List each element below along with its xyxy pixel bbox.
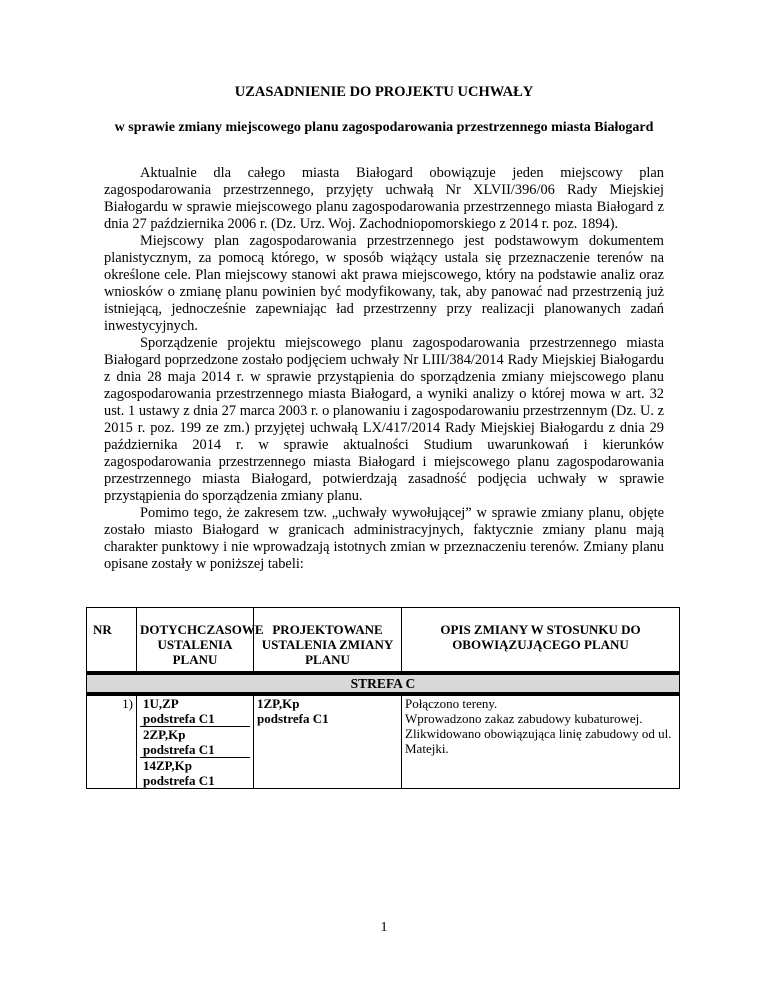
document-title: UZASADNIENIE DO PROJEKTU UCHWAŁY bbox=[234, 84, 534, 100]
header-nr: NR bbox=[87, 608, 137, 674]
projected-cell bbox=[254, 694, 402, 789]
current-codes-cell bbox=[137, 694, 254, 789]
changes-table bbox=[86, 607, 680, 789]
current-code: 1U,ZP bbox=[143, 696, 179, 711]
current-zone: podstrefa C1 bbox=[143, 773, 215, 788]
current-entry bbox=[140, 696, 250, 727]
description-line: Wprowadzono zakaz zabudowy kubaturowej. bbox=[405, 711, 643, 726]
current-zone: podstrefa C1 bbox=[143, 711, 215, 726]
header-description: OPIS ZMIANY W STOSUNKU DO OBOWIĄZUJĄCEGO PLANU bbox=[402, 608, 680, 674]
document-subtitle: w sprawie zmiany miejscowego planu zagospodarowania przestrzennego miasta Białogard bbox=[114, 120, 654, 135]
current-entry bbox=[140, 758, 250, 788]
header-projected: PROJEKTOWANE USTALENIA ZMIANY PLANU bbox=[254, 608, 402, 674]
section-label: STREFA C bbox=[87, 673, 680, 694]
page-number: 1 bbox=[380, 920, 388, 935]
current-code: 14ZP,Kp bbox=[143, 758, 193, 773]
document-body bbox=[104, 165, 664, 573]
section-row bbox=[87, 673, 680, 694]
description-cell bbox=[402, 694, 680, 789]
table-row bbox=[87, 694, 680, 789]
description-line: Zlikwidowano obowiązująca linię zabudowy od ul. Matejki. bbox=[405, 726, 672, 756]
current-entry bbox=[140, 727, 250, 758]
projected-zone: podstrefa C1 bbox=[257, 711, 329, 726]
paragraph-1: Aktualnie dla całego miasta Białogard obowiązuje jeden miejscowy plan zagospodarowania przestrzennego, przyjęty uchwałą Nr XLVII/396/06 Rady Miejskiej Białogardu w sprawie miejscowego planu zagospodarowania przestrzennego miasta Białogard z dnia 27 października 2006 r. (Dz. Urz. Woj. Zachodniopomorskiego z 2014 r. poz. 1894). bbox=[104, 165, 664, 232]
row-number: 1) bbox=[87, 694, 137, 789]
projected-code: 1ZP,Kp bbox=[257, 696, 300, 711]
table-header-row bbox=[87, 608, 680, 674]
paragraph-3: Sporządzenie projektu miejscowego planu zagospodarowania przestrzennego miasta Białogard poprzedzone zostało podjęciem uchwały Nr LIII/384/2014 Rady Miejskiej Białogardu z dnia 28 maja 2014 r. w sprawie przystąpienia do sporządzenia zmiany miejscowego planu zagospodarowania przestrzennego miasta Białogard, a wyniki analizy o której mowa w art. 32 ust. 1 ustawy z dnia 27 marca 2003 r. o planowaniu i zagospodarowaniu przestrzennym (Dz. U. z 2015 r. poz. 199 ze zm.) przyjętej uchwałą LX/417/2014 Rady Miejskiej Białogardu z dnia 29 października 2014 r. w sprawie aktualności Studium uwarunkowań i kierunków zagospodarowania przestrzennego miasta Białogard i miejscowego planu zagospodarowania przestrzennego miasta Białogard, potwierdzają zasadność podjęcia uchwały w sprawie przystąpienia do sporządzenia zmiany planu. bbox=[104, 335, 664, 504]
header-current: DOTYCHCZASOWE USTALENIA PLANU bbox=[137, 608, 254, 674]
paragraph-4: Pomimo tego, że zakresem tzw. „uchwały wywołującej” w sprawie zmiany planu, objęte zostało miasto Białogard w granicach administracyjnych, faktycznie zmiany planu mają charakter punktowy i nie wprowadzają istotnych zmian w przeznaczeniu terenów. Zmiany planu opisane zostały w poniższej tabeli: bbox=[104, 505, 664, 572]
description-line: Połączono tereny. bbox=[405, 696, 498, 711]
current-code: 2ZP,Kp bbox=[143, 727, 186, 742]
current-zone: podstrefa C1 bbox=[143, 742, 215, 757]
paragraph-2: Miejscowy plan zagospodarowania przestrzennego jest podstawowym dokumentem planistycznym, za pomocą którego, w sposób wiążący ustala się przeznaczenie terenów na określone cele. Plan miejscowy stanowi akt prawa miejscowego, który na podstawie analiz oraz wniosków o zmianę planu powinien być modyfikowany, tak, aby panować nad przestrzenią już istniejącą, jednocześnie zapewniając ład przestrzenny przy realizacji planowanych zadań inwestycyjnych. bbox=[104, 233, 664, 334]
